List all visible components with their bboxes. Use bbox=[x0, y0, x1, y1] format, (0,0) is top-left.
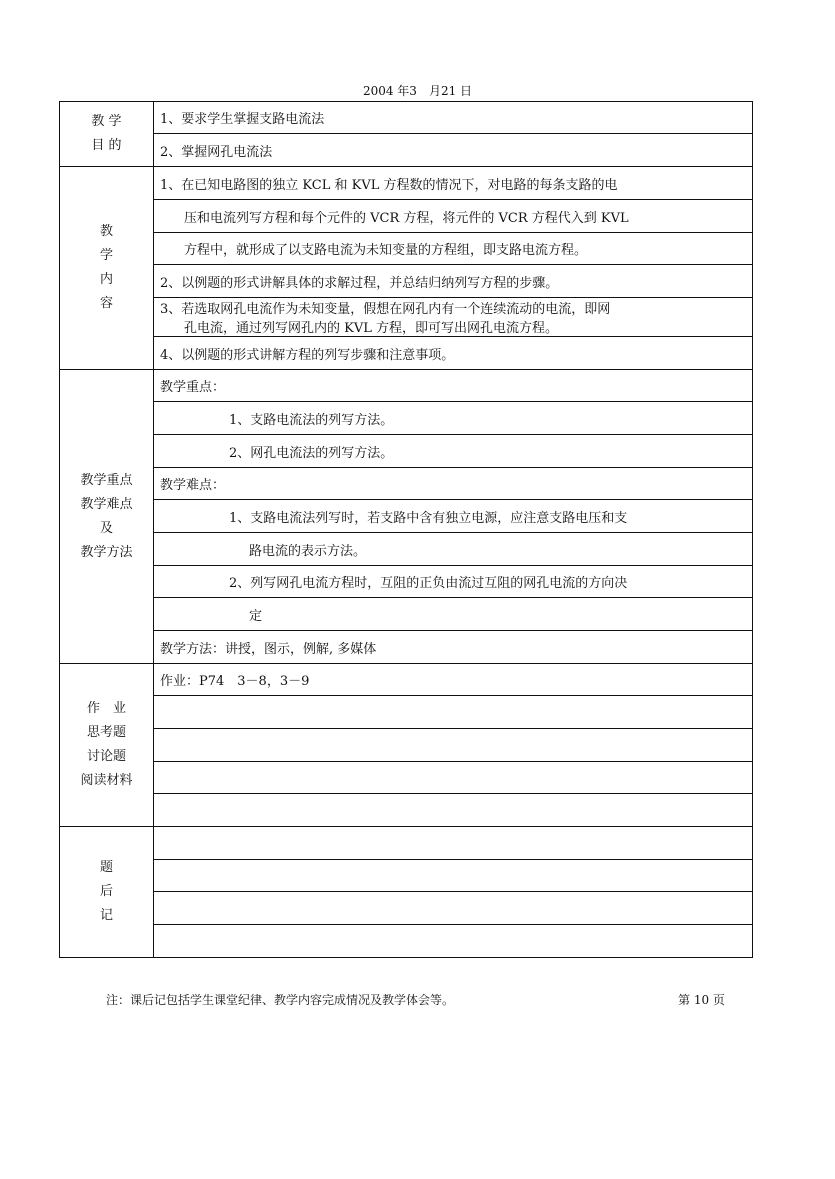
postscript-line bbox=[154, 860, 753, 892]
homework-line bbox=[154, 794, 753, 827]
objectives-row bbox=[60, 134, 753, 167]
keypoint-line: 定 bbox=[154, 598, 753, 631]
homework-line bbox=[154, 729, 753, 762]
content-line-part: 3、若选取网孔电流作为未知变量，假想在网孔内有一个连续流动的电流，即网 bbox=[160, 302, 611, 317]
keypoints-header bbox=[60, 370, 154, 664]
postscript-row bbox=[60, 827, 753, 860]
content-line: 方程中，就形成了以支路电流为未知变量的方程组，即支路电流方程。 bbox=[154, 233, 753, 265]
content-line: 1、在已知电路图的独立 KCL 和 KVL 方程数的情况下，对电路的每条支路的电 bbox=[154, 167, 753, 200]
postscript-line bbox=[154, 925, 753, 958]
content-header bbox=[60, 167, 154, 370]
content-line: 压和电流列写方程和每个元件的 VCR 方程，将元件的 VCR 方程代入到 KVL bbox=[154, 200, 753, 233]
content-row bbox=[60, 298, 753, 337]
postscript-header-line: 题 bbox=[99, 860, 113, 875]
homework-line bbox=[154, 696, 753, 729]
postscript-line bbox=[154, 827, 753, 860]
keypoint-line: 教学方法：讲授，图示，例解, 多媒体 bbox=[154, 631, 753, 664]
content-header-line: 容 bbox=[99, 296, 113, 311]
keypoints-header-line: 及 bbox=[99, 520, 113, 536]
page-number: 第 10 页 bbox=[678, 993, 725, 1007]
content-header-line: 学 bbox=[99, 248, 113, 263]
postscript-line bbox=[154, 892, 753, 925]
objectives-row bbox=[60, 102, 753, 134]
content-row bbox=[60, 167, 753, 200]
keypoints-header-line: 教学难点 bbox=[80, 496, 133, 512]
keypoint-line: 教学难点： bbox=[154, 468, 753, 500]
date-line: 2004 年3 月21 日 bbox=[362, 84, 473, 98]
homework-header bbox=[60, 664, 154, 827]
content-line: 4、以例题的形式讲解方程的列写步骤和注意事项。 bbox=[154, 337, 753, 370]
postscript-header bbox=[60, 827, 154, 958]
lesson-plan-table bbox=[59, 101, 753, 958]
homework-header-line: 阅读材料 bbox=[80, 773, 133, 788]
postscript-header-line: 后 bbox=[99, 884, 113, 899]
homework-line bbox=[154, 762, 753, 794]
homework-header-line: 作 业 bbox=[86, 701, 126, 716]
keypoint-line: 2、网孔电流法的列写方法。 bbox=[154, 435, 753, 468]
objective-item: 2、掌握网孔电流法 bbox=[154, 134, 753, 167]
content-header-line: 教 bbox=[99, 224, 113, 239]
homework-header-line: 思考题 bbox=[86, 725, 126, 740]
keypoint-line: 2、列写网孔电流方程时，互阻的正负由流过互阻的网孔电流的方向决 bbox=[154, 566, 753, 598]
footer-note: 注：课后记包括学生课堂纪律、教学内容完成情况及教学体会等。 bbox=[106, 993, 455, 1007]
postscript-header-line: 记 bbox=[99, 908, 113, 923]
content-header-line: 内 bbox=[99, 272, 113, 287]
keypoints-header-line: 教学重点 bbox=[80, 472, 133, 488]
content-line-part: 孔电流，通过列写网孔内的 KVL 方程，即可写出网孔电流方程。 bbox=[184, 321, 558, 336]
keypoint-line: 1、支路电流法列写时，若支路中含有独立电源，应注意支路电压和支 bbox=[154, 500, 753, 533]
homework-line: 作业：P74 3－8，3－9 bbox=[154, 664, 753, 696]
objectives-header-line: 目 的 bbox=[91, 138, 122, 153]
objective-item: 1、要求学生掌握支路电流法 bbox=[154, 102, 753, 134]
objectives-header-line: 教 学 bbox=[91, 114, 122, 129]
keypoint-line: 教学重点： bbox=[154, 370, 753, 402]
content-line: 2、以例题的形式讲解具体的求解过程，并总结归纳列写方程的步骤。 bbox=[154, 265, 753, 298]
keypoint-line: 路电流的表示方法。 bbox=[154, 533, 753, 566]
objectives-header bbox=[60, 102, 154, 167]
keypoints-header-line: 教学方法 bbox=[80, 544, 133, 560]
homework-header-line: 讨论题 bbox=[86, 749, 126, 764]
keypoint-line: 1、支路电流法的列写方法。 bbox=[154, 402, 753, 435]
homework-row bbox=[60, 664, 753, 696]
keypoints-row bbox=[60, 370, 753, 402]
content-line bbox=[154, 298, 753, 337]
